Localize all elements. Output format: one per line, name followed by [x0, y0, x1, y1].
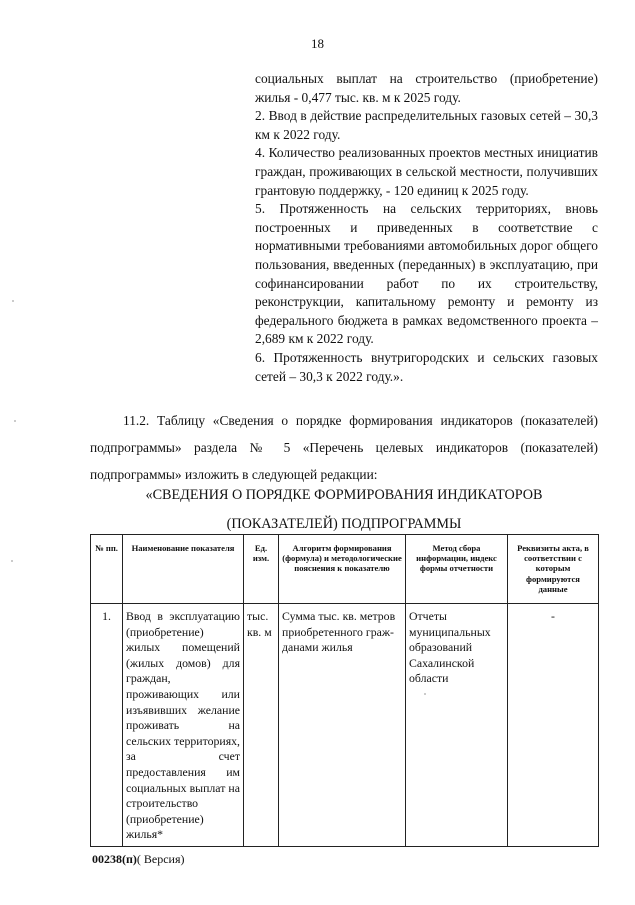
footer-version: ( Версия) — [136, 852, 185, 866]
list-paragraph: 6. Протяженность внутригородских и сельских газовых сетей – 30,3 к 2022 году.». — [255, 349, 598, 384]
header-algorithm: Алгоритм формирования (формула) и методологические пояснения к показателю — [279, 535, 406, 604]
header-act: Реквизиты акта, в соответствии с которым формируются данные — [508, 535, 599, 604]
footer-code: 00238(п) — [92, 852, 137, 866]
intro-paragraph: 11.2. Таблицу «Сведения о порядке формирования индикаторов (показателей) подпрограммы» раздела № 5 «Перечень целевых индикаторов (показателей) подпрограммы» изложить в следующей редакции: — [90, 413, 598, 482]
cell-name: Ввод в эксплуатацию (приобретение) жилых помещений (жилых домов) для граждан, проживающих или изъявивших желание проживать на сельских территориях, за счет предоставления им социальных выплат на строительство (приобретение) жилья* — [123, 604, 244, 847]
indicator-list — [255, 70, 598, 386]
header-number: № пп. — [91, 535, 123, 604]
list-paragraph: 5. Протяженность на сельских территориях, вновь построенных и приведенных в соответствие с нормативными требованиями автомобильных дорог общего пользования, введенных (переданных) в эксплуатацию, при софинансировании работ по их строительству, реконструкции, капитальному ремонту и ремонту из федерального бюджета в рамках ведомственного проекта – 2,689 км к 2022 году. — [255, 201, 598, 347]
list-paragraph: социальных выплат на строительство (приобретение) жилья - 0,477 тыс. кв. м к 2025 году. — [255, 71, 598, 105]
table-row — [91, 604, 599, 847]
scan-speck — [11, 560, 13, 562]
page-number: 18 — [311, 36, 324, 51]
scan-speck — [12, 300, 14, 302]
header-name: Наименование показателя — [123, 535, 244, 604]
scan-speck — [14, 420, 16, 422]
scan-speck — [424, 693, 426, 695]
list-paragraph: 4. Количество реализованных проектов местных инициатив граждан, проживающих в сельской местности, получивших грантовую поддержку, - 120 единиц к 2025 году. — [255, 145, 598, 198]
document-footer — [92, 852, 185, 867]
table-header-row — [91, 535, 599, 604]
cell-number: 1. — [91, 604, 123, 847]
heading-line-1: «СВЕДЕНИЯ О ПОРЯДКЕ ФОРМИРОВАНИЯ ИНДИКАТОРОВ — [145, 487, 543, 503]
cell-method: Отчеты муниципальных образований Сахалинской области — [406, 604, 508, 847]
cell-algorithm: Сумма тыс. кв. метров приобретенного граж-данами жилья — [279, 604, 406, 847]
cell-act: - — [508, 604, 599, 847]
list-paragraph: 2. Ввод в действие распределительных газовых сетей – 30,3 км к 2022 году. — [255, 108, 598, 142]
heading-line-2: (ПОКАЗАТЕЛЕЙ) ПОДПРОГРАММЫ — [226, 516, 462, 532]
header-method: Метод сбора информации, индекс формы отчетности — [406, 535, 508, 604]
cell-unit: тыс. кв. м — [244, 604, 279, 847]
header-unit: Ед. изм. — [244, 535, 279, 604]
table-heading — [90, 481, 598, 539]
indicators-table — [90, 534, 599, 847]
amendment-intro — [90, 407, 598, 488]
